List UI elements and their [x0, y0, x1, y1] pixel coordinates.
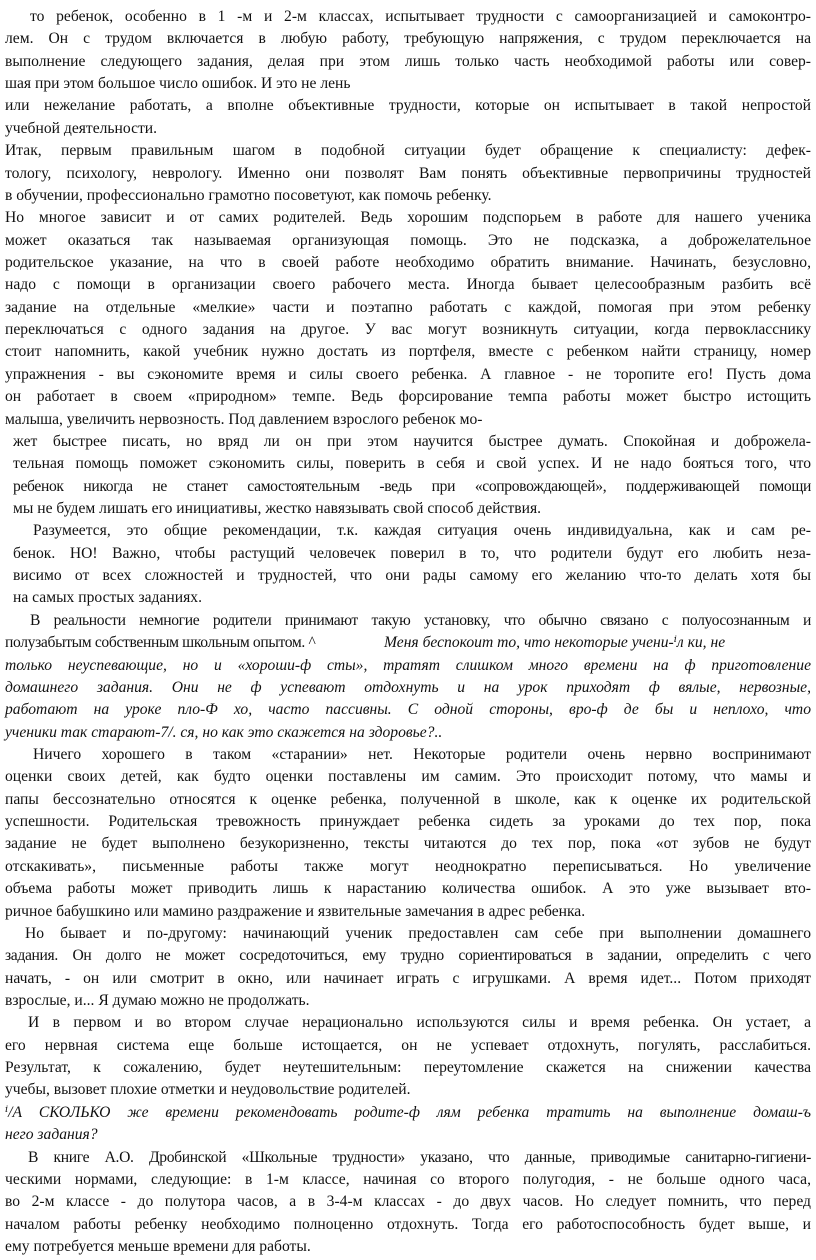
text-line: Но бывает и по-другому: начинающий ученик предоставлен сам себе при выполнении домашнего — [25, 925, 811, 942]
text-line: Но многое зависит и от самих родителей. Ведь хорошим подспорьем в работе для нашего ученика — [5, 209, 811, 226]
text-line: домашнего задания. Они не ф успевают отдохнуть и на урок приходят ф вялые, нервозные, — [5, 679, 811, 696]
text-line: тологу, психологу, неврологу. Именно они позволят Вам понять объективные первопричины трудностей — [5, 165, 811, 182]
text-line: висимо от всех сложностей и трудностей, что они рады самому его желанию что-то делать хотя бы — [13, 567, 811, 584]
text-line: оценки своих детей, как будто оценки поставлены им самим. Это происходит потому, что мамы и — [5, 768, 811, 785]
text-line: задание не будет выполнено безукоризненно, тексты читаются до тех пор, пока «от зубов не будут — [5, 835, 811, 852]
text-line: только неуспевающие, но и «хороши-ф сты», тратят слишком много времени на ф приготовление — [5, 657, 811, 674]
text-line: на самых простых заданиях. — [13, 589, 202, 606]
text-line: В реальности немногие родители принимают такую установку, что обычно связано с полуосознанным и — [30, 612, 811, 629]
text-line: взрослые, и... Я думаю можно не продолжать. — [5, 992, 310, 1009]
text-line: выполнение следующего задания, делая при этом лишь только часть необходимой работы или совер- — [5, 53, 811, 70]
text-line: жет быстрее писать, но вряд ли он при этом научится быстрее думать. Спокойная и доброжела- — [13, 433, 811, 450]
text-line: него задания? — [5, 1126, 98, 1143]
text-line: ему потребуется меньше времени для работы. — [5, 1238, 311, 1255]
text-line: Ничего хорошего в таком «старании» нет. Некоторые родители очень нервно воспринимают — [33, 746, 811, 763]
text-line: в обучении, профессионально грамотно посоветуют, как помочь ребенку. — [5, 187, 492, 204]
text-line: полузабытым собственным школьным опытом. ^ — [5, 634, 316, 651]
text-line: мы не будем лишать его инициативы, жестко навязывать свой способ действия. — [13, 500, 542, 517]
text-line: началом работы ребенку необходимо полноценно отдохнуть. Тогда его работоспособность будет выше, и — [5, 1216, 811, 1233]
text-line: отскакивать», письменные работы также могут неоднократно переписываться. Но увеличение — [5, 858, 811, 875]
text-line: учебы, вызовет плохие отметки и неудовольствие родителей. — [5, 1081, 411, 1098]
text-line: ричное бабушкино или мамино раздражение и язвительные замечания в адрес ребенка. — [5, 903, 586, 920]
text-line: начать, - он или смотрит в окно, или начинает играть с игрушками. А время идет... Потом приходят — [5, 970, 811, 987]
text-line: Разумеется, это общие рекомендации, т.к. каждая ситуация очень индивидуальна, как и сам ре- — [33, 522, 811, 539]
text-line: задание на отдельные «мелкие» части и поэтапно работать с каждой, помогая при этом ребенку — [5, 299, 811, 316]
text-line: упражнения - вы сэкономите время и силы своего ребенка. А главное - не торопите его! Пусть дома — [5, 366, 811, 383]
text-line: ученики так старают-7/. ся, но как это скажется на здоровье?.. — [5, 724, 443, 741]
text-line: малыша, увеличить нервозность. Под давлением взрослого ребенок мо- — [5, 411, 483, 428]
text-line: задания. Он долго не может сосредоточиться, ему трудно сориентироваться в задании, определить с чего — [5, 947, 811, 964]
text-line: ребенок никогда не станет самостоятельным -ведь при «сопровождающей», поддерживающей помощи — [13, 478, 811, 495]
text-line: работают на уроке пло-Ф хо, часто пассивны. С одной стороны, вро-ф де бы и неплохо, что — [5, 701, 811, 718]
text-line: Меня беспокоит то, что некоторые учени-ⁱл ки, не — [384, 634, 726, 651]
text-line: может оказаться так называемая организующая помощь. Это не подсказка, а доброжелательное — [5, 232, 811, 249]
text-line: бенок. НО! Важно, чтобы растущий человечек поверил в то, что родители будут его любить неза- — [13, 545, 811, 562]
text-line: учебной деятельности. — [5, 120, 158, 137]
text-line: Итак, первым правильным шагом в подобной ситуации будет обращение к специалисту: дефек- — [5, 142, 811, 159]
text-line: Результат, к сожалению, будет неутешительным: переутомление скажется на снижении качества — [5, 1059, 811, 1076]
text-line: родительское указание, на что в своей работе необходимо обратить внимание. Начинать, безусловно, — [5, 254, 811, 271]
text-line: надо с помощи в организации своего рабочего места. Иногда бывает целесообразным разбить всё — [5, 276, 811, 293]
text-line: или нежелание работать, а вполне объективные трудности, которые он испытывает в такой непростой — [5, 97, 811, 114]
text-line: ческими нормами, следующие: в 1-м классе, начиная со второго полугодия, - не больше одного часа, — [5, 1171, 811, 1188]
text-line: успешности. Родительская тревожность принуждает ребенка сидеть за уроками до тех пор, пока — [5, 813, 811, 830]
text-line: В книге А.О. Дробинской «Школьные трудности» указано, что данные, приводимые санитарно-гигиени- — [28, 1149, 811, 1166]
text-line: его нервная система еще больше истощается, он не успевает отдохнуть, погулять, расслабиться. — [5, 1037, 811, 1054]
text-line: ⁱ/А СКОЛЬКО же времени рекомендовать родите-ф лям ребенка тратить на выполнение домаш-ъ — [5, 1104, 811, 1121]
text-line: то ребенок, особенно в 1 -м и 2-м классах, испытывает трудности с самоорганизацией и самоконтро- — [30, 8, 811, 25]
text-line: И в первом и во втором случае нерационально используются силы и время ребенка. Он устает, а — [28, 1014, 811, 1031]
text-line: он работает в своем «природном» темпе. Ведь форсирование темпа работы может быстро истощить — [5, 388, 811, 405]
text-line: папы бессознательно относятся к оценке ребенка, полученной в школе, как к оценке их родительской — [5, 791, 811, 808]
text-line: переключаться с одного задания на другое. У вас могут возникнуть ситуации, когда первокласснику — [5, 321, 811, 338]
text-line: во 2-м классе - до полутора часов, а в 3-4-м классах - до двух часов. Но следует помнить, что перед — [5, 1193, 811, 1210]
text-line: стоит напомнить, какой учебник нужно достать из портфеля, вместе с ребенком найти страницу, номер — [5, 343, 811, 360]
text-line: тельная помощь поможет сэкономить силы, поверить в себя и свой успех. И не надо бояться того, что — [13, 455, 811, 472]
text-line: шая при этом большое число ошибок. И это не лень — [5, 75, 351, 92]
text-line: объема работы может приводить лишь к нарастанию количества ошибок. А это уже вызывает вто- — [5, 880, 811, 897]
text-line: лем. Он с трудом включается в любую работу, требующую напряжения, с трудом переключается на — [5, 30, 811, 47]
